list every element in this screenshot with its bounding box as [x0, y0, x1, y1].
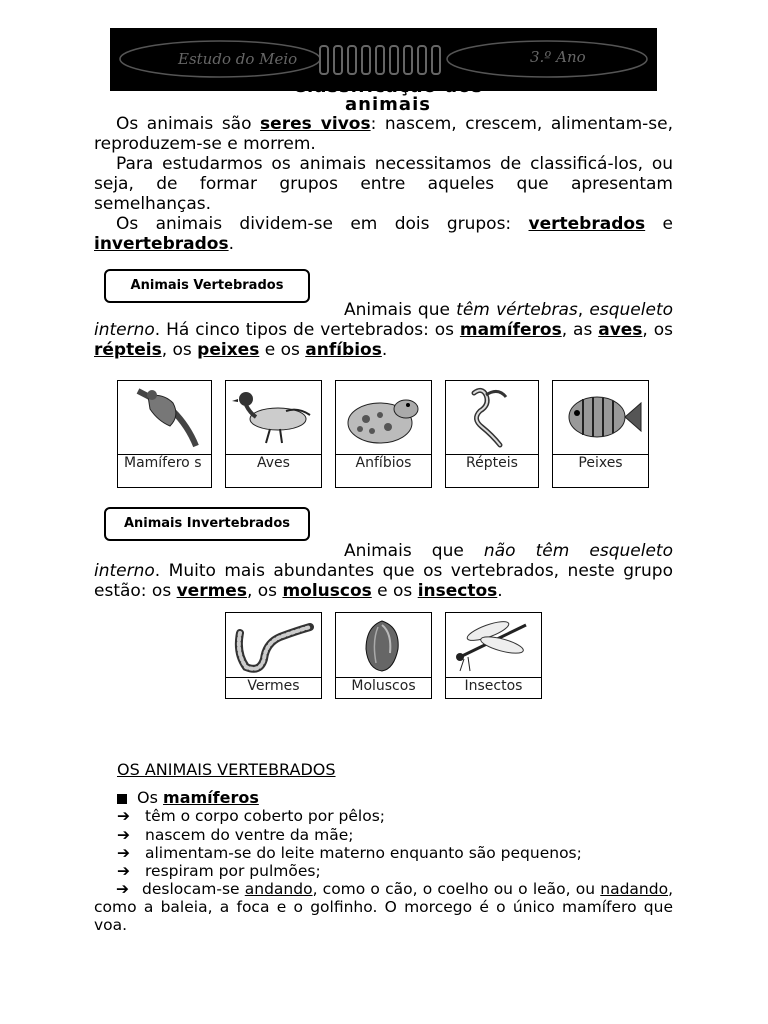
card-aves	[225, 380, 322, 488]
intro-text: .	[228, 234, 234, 254]
keyword-mamiferos: mamíferos	[459, 320, 562, 340]
text: e os	[259, 340, 306, 360]
list-item	[117, 826, 353, 844]
card-image	[553, 381, 648, 455]
card-image	[336, 381, 431, 455]
page-title: Classificação dos animais	[292, 76, 484, 115]
text: Animais que	[344, 300, 457, 320]
card-label: Mamífero s	[124, 455, 202, 471]
text: , os	[246, 581, 283, 601]
keyword-invertebrados: invertebrados	[94, 234, 229, 254]
arrow-right-icon: ➔	[117, 862, 130, 880]
text: .	[381, 340, 388, 360]
list-item	[117, 807, 385, 825]
text-emphasis: esqueleto interno	[94, 300, 674, 340]
invertebrates-label-box: Animais Invertebrados	[104, 507, 310, 541]
card-label: Peixes	[578, 455, 623, 471]
list-item	[117, 862, 321, 880]
card-label: Vermes	[247, 678, 300, 694]
keyword-vertebrados: vertebrados	[528, 214, 646, 234]
keyword-peixes: peixes	[197, 340, 260, 360]
arrow-right-icon: ➔	[116, 880, 129, 898]
card-label: Répteis	[466, 455, 518, 471]
keyword-aves: aves	[598, 320, 643, 340]
text: , como o cão, o coelho ou o leão, ou	[312, 880, 601, 898]
keyword-anfibios: anfíbios	[305, 340, 382, 360]
list-item	[117, 844, 582, 862]
card-vermes	[225, 612, 322, 699]
intro-text: e	[645, 214, 673, 234]
card-anfibios	[335, 380, 432, 488]
intro-paragraph-2	[94, 154, 673, 214]
card-label: Moluscos	[351, 678, 416, 694]
text: e os	[371, 581, 418, 601]
keyword-mamiferos: mamíferos	[163, 788, 259, 807]
mussel-icon	[336, 613, 431, 677]
card-peixes	[552, 380, 649, 488]
arrow-right-icon: ➔	[117, 826, 130, 844]
bird-icon	[226, 381, 321, 454]
fish-icon	[553, 381, 648, 454]
frog-icon	[336, 381, 431, 454]
card-mamiferos	[117, 380, 212, 488]
intro-paragraph-3	[94, 214, 673, 254]
text: respiram por pulmões;	[145, 862, 321, 880]
card-image	[446, 613, 541, 678]
keyword-repteis: répteis	[94, 340, 162, 360]
text-emphasis: não têm esqueleto interno	[94, 541, 673, 581]
keyword-seres-vivos: seres vivos	[260, 114, 371, 134]
text: , as	[561, 320, 599, 340]
text: , como a baleia, a foca e o golfinho. O morcego é o único mamífero que voa.	[94, 880, 673, 934]
arrow-right-icon: ➔	[117, 807, 130, 825]
text: Animais que	[344, 541, 484, 561]
intro-text: Para estudarmos os animais necessitamos de classificá-los, ou seja, de formar grupos entre aqueles que apresentam semelhanças.	[94, 154, 673, 214]
invertebrates-paragraph	[94, 541, 673, 601]
vertebrates-paragraph	[94, 300, 673, 360]
keyword-vermes: vermes	[176, 581, 247, 601]
card-label: Anfíbios	[355, 455, 412, 471]
text: . Muito mais abundantes que os vertebrados, neste grupo estão: os	[94, 561, 673, 601]
text: . Há cinco tipos de vertebrados: os	[154, 320, 460, 340]
snake-icon	[446, 381, 538, 454]
section-title: OS ANIMAIS VERTEBRADOS	[117, 760, 336, 779]
banner-left-text: Estudo do Meio	[178, 50, 298, 68]
card-insectos	[445, 612, 542, 699]
text: deslocam-se	[142, 880, 245, 898]
text: alimentam-se do leite materno enquanto são pequenos;	[145, 844, 582, 862]
vertebrates-label-box: Animais Vertebrados	[104, 269, 310, 303]
text: ,	[577, 300, 590, 320]
list-item-last	[94, 880, 673, 934]
worm-icon	[226, 613, 321, 677]
keyword-andando: andando	[244, 880, 313, 898]
text: nascem do ventre da mãe;	[145, 826, 354, 844]
intro-text: Os animais são	[116, 114, 261, 134]
keyword-insectos: insectos	[417, 581, 498, 601]
card-moluscos	[335, 612, 432, 699]
text-emphasis: têm vértebras	[456, 300, 578, 320]
card-image	[336, 613, 431, 678]
arrow-right-icon: ➔	[117, 844, 130, 862]
text: , os	[642, 320, 673, 340]
text: , os	[161, 340, 198, 360]
intro-text: : nascem, crescem, alimentam-se, reproduzem-se e morrem.	[94, 114, 673, 154]
text: .	[497, 581, 503, 601]
keyword-nadando: nadando	[600, 880, 669, 898]
intro-text: Os animais dividem-se em dois grupos:	[116, 214, 529, 234]
dragonfly-icon	[446, 613, 541, 677]
banner-right-text: 3.º Ano	[530, 48, 586, 66]
text: Os	[137, 788, 164, 807]
card-label: Aves	[257, 455, 290, 471]
card-image	[226, 613, 321, 678]
card-image	[446, 381, 538, 455]
card-image	[226, 381, 321, 455]
square-bullet-icon	[117, 794, 127, 804]
text: têm o corpo coberto por pêlos;	[145, 807, 386, 825]
card-label: Insectos	[464, 678, 523, 694]
card-repteis	[445, 380, 539, 488]
keyword-moluscos: moluscos	[282, 581, 372, 601]
intro-paragraph-1	[94, 114, 673, 154]
mammal-icon	[118, 381, 211, 454]
bullet-mamiferos	[117, 788, 259, 808]
card-image	[118, 381, 211, 455]
